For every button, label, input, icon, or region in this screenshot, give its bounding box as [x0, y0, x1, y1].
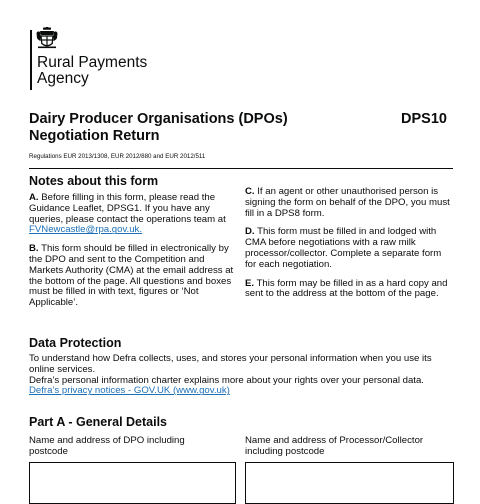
dpo-name-address-field[interactable]: [29, 462, 236, 504]
note-e-letter: E.: [245, 277, 255, 289]
note-a: [29, 193, 239, 236]
agency-name: [37, 55, 147, 87]
note-a-text: Before filling in this form, please read the Guidance Leaflet, DPSG1. If you have any queries, please contact the operations team at: [29, 192, 226, 225]
agency-name-line1: Rural Payments: [37, 54, 148, 71]
note-e-text: This form may be filled in as a hard copy and sent to the address at the bottom of the page.: [245, 277, 448, 300]
notes-right-column: [245, 187, 455, 308]
processor-name-address-label: Name and address of Processor/Collector including postcode: [245, 435, 424, 457]
form-title-line2: Negotiation Return: [29, 128, 160, 144]
form-title: [29, 111, 288, 145]
form-code: DPS10: [401, 111, 447, 127]
notes-left-column: [29, 193, 239, 317]
part-a-heading: Part A - General Details: [29, 415, 168, 429]
note-b-text: This form should be filled in electronically by the DPO and sent to the Competition and Markets Authority (CMA) at the email address at the bottom of the page. All questions and boxes must be filled in with text, figures or ‘Not Applicable’.: [29, 243, 234, 309]
operations-email-link[interactable]: FVNewcastle@rpa.gov.uk.: [29, 224, 143, 236]
data-protection-line1: To understand how Defra collects, uses, and stores your personal information when you use its online services.: [29, 353, 432, 375]
royal-crest-icon: [36, 27, 58, 49]
section-divider-notes: [29, 168, 453, 169]
dpo-name-address-label: Name and address of DPO including postcode: [29, 435, 185, 457]
form-title-line1: Dairy Producer Organisations (DPOs): [29, 111, 288, 127]
note-b-letter: B.: [29, 243, 39, 255]
note-c-letter: C.: [245, 186, 255, 197]
note-c-text: If an agent or other unauthorised person is signing the form on behalf of the DPO, you must fill in a DPS8 form.: [245, 186, 450, 219]
agency-name-line2: Agency: [37, 70, 89, 87]
regulations-text: Regulations EUR 2013/1308, EUR 2012/880 and EUR 2012/511: [29, 153, 206, 160]
note-c: [245, 187, 455, 219]
notes-heading: Notes about this form: [29, 174, 159, 188]
data-protection-heading: Data Protection: [29, 336, 122, 350]
note-d-letter: D.: [245, 226, 255, 238]
note-d: [245, 227, 455, 270]
note-e: [245, 279, 455, 301]
note-a-letter: A.: [29, 192, 39, 203]
data-protection-line2: Defra’s personal information charter explains more about your rights over your personal data.: [29, 374, 424, 386]
data-protection-body: [29, 354, 453, 397]
logo-divider: [30, 30, 32, 90]
note-d-text: This form must be filled in and lodged with CMA before negotiations with a raw milk processor/collector. Complete a separate form for each negotiation.: [245, 226, 442, 270]
privacy-notices-link[interactable]: Defra’s privacy notices - GOV.UK (www.gov.uk): [29, 385, 230, 397]
note-b: [29, 244, 239, 309]
processor-name-address-field[interactable]: [245, 462, 454, 504]
